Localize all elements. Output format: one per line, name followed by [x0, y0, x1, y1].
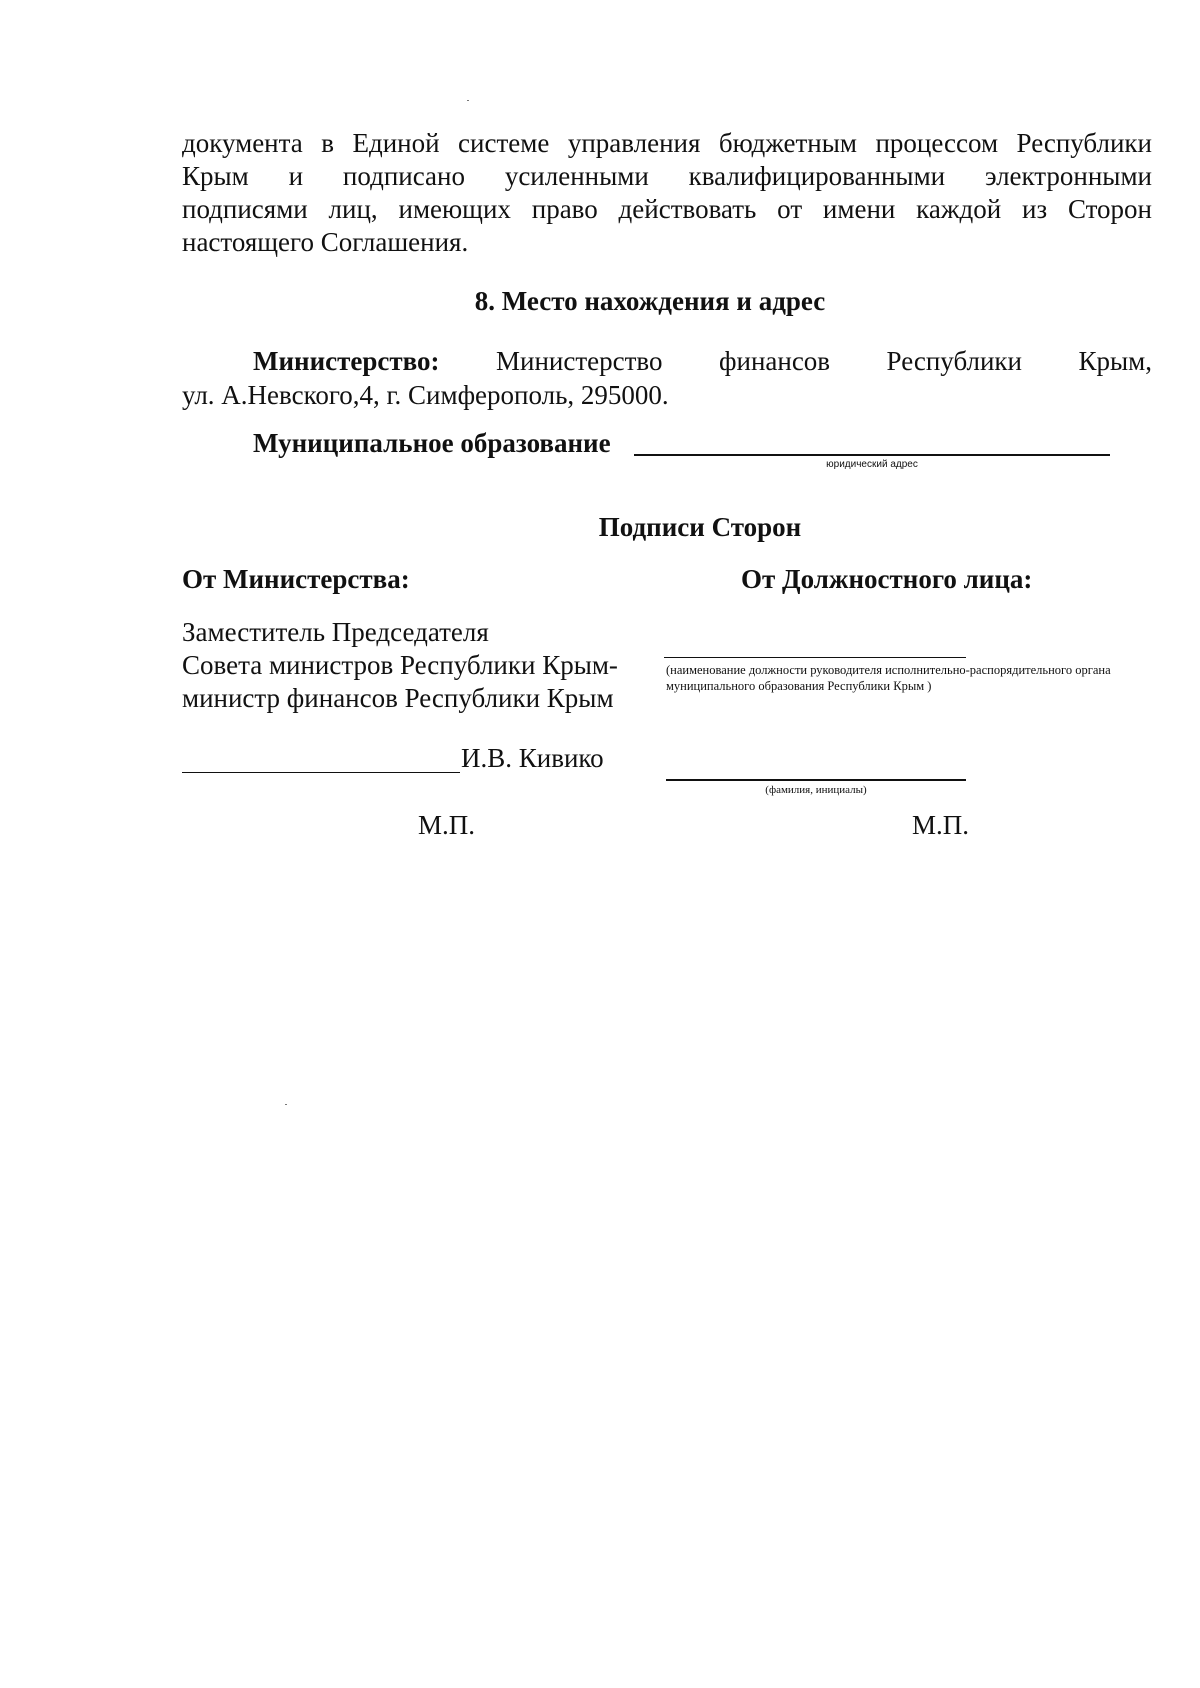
- intro-line: настоящего Соглашения.: [182, 227, 469, 257]
- official-stamp-place: М.П.: [912, 810, 970, 840]
- ministry-address: ул. А.Невского,4, г. Симферополь, 295000.: [182, 380, 669, 410]
- scan-speck: [467, 100, 469, 101]
- ministry-stamp-place: М.П.: [418, 810, 476, 840]
- ministry-word: Крым,: [1078, 346, 1152, 376]
- ministry-word: финансов: [719, 346, 831, 376]
- signatures-heading: Подписи Сторон: [598, 512, 802, 542]
- ministry-label: Министерство:: [253, 346, 440, 376]
- ministry-word: Министерство: [496, 346, 663, 376]
- ministry-column-heading: От Министерства:: [182, 564, 410, 594]
- minister-title-line: Заместитель Председателя: [182, 617, 489, 647]
- minister-title: [182, 616, 618, 715]
- municipal-label: Муниципальное образование: [253, 428, 611, 458]
- minister-title-line: Совета министров Республики Крым-: [182, 650, 618, 680]
- ministry-signature-line[interactable]: [182, 772, 460, 773]
- official-position-caption: (наименование должности руководителя исполнительно-распорядительного органа муниципального образования Республики Крым ): [666, 663, 1111, 693]
- section-heading: 8. Место нахождения и адрес: [474, 286, 826, 316]
- municipal-address-caption: юридический адрес: [826, 459, 918, 470]
- ministry-line: [253, 346, 1152, 377]
- ministry-signer-name: И.В. Кивико: [461, 743, 604, 773]
- ministry-word: Республики: [886, 346, 1022, 376]
- municipal-address-field[interactable]: [634, 454, 1110, 456]
- scan-speck: [285, 1104, 287, 1105]
- intro-line: документа в Единой системе управления бюджетным процессом Республики: [182, 128, 1152, 158]
- minister-title-line: министр финансов Республики Крым: [182, 683, 614, 713]
- intro-line: подписями лиц, имеющих право действовать от имени каждой из Сторон: [182, 194, 1152, 224]
- intro-line: Крым и подписано усиленными квалифицированными электронными: [182, 161, 1152, 191]
- official-signature-line[interactable]: [666, 779, 966, 781]
- official-column-heading: От Должностного лица:: [741, 564, 1033, 594]
- official-position-field[interactable]: [664, 657, 966, 658]
- official-name-caption: (фамилия, инициалы): [765, 784, 867, 796]
